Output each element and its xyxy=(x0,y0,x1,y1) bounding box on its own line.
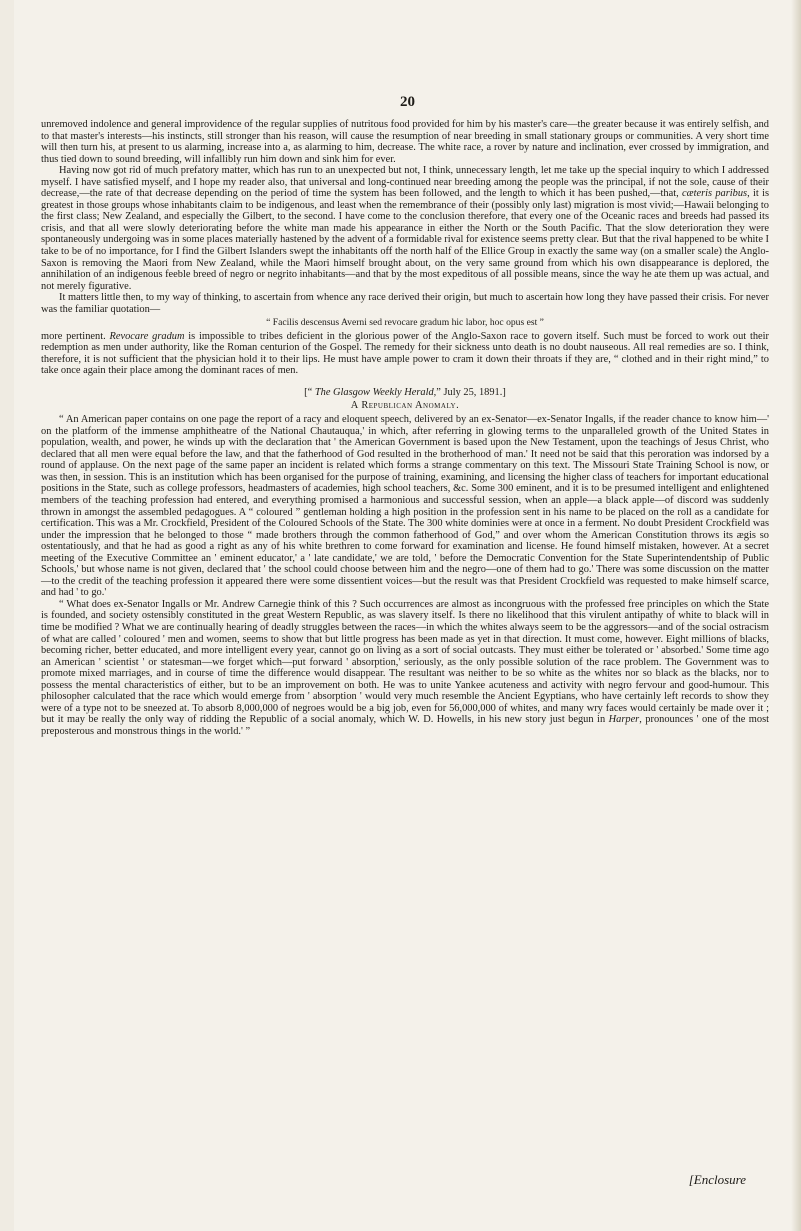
paragraph-3: It matters little then, to my way of thinking, to ascertain from whence any race derived their origin, but much to ascertain how long they have passed their crisis. For never was the familiar quotation— xyxy=(41,292,769,315)
paragraph-4-text-a: more pertinent. xyxy=(41,330,110,342)
paragraph-2-text-b: , it is greatest in those groups whose inhabitants claim to be indigenous, and least when the remembrance of their (possibly only last) migration is most vivid;—Hawaii belonging to the first class; New Zealand, and especially the Gilbert, to the second. I have come to the conclusion therefore, that every one of the Oceanic races and breeds had passed its crisis, and that all were slowly deteriorating before the white man made his appearance in either the North or the South Pacific. That the slow deterioration they were spontaneously undergoing was in some places materially hastened by the advent of a formidable rival for existence seems pretty clear. But that the rival happened to be white I take to be of no importance, for I find the Gilbert Islanders swept the inhabitants off the north half of the Ellice Group in exactly the same way (on a smaller scale) the Anglo-Saxon is removing the Maori from New Zealand, while the Maori himself brought about, on the very same ground from which his own disappearance is deplored, the annihilation of an indigenous feeble breed of negro or negrito inhabitants—and that by the most expeditous of all possible means, since the way he ate them up was actual, and not merely figurative. xyxy=(41,188,770,292)
article-source xyxy=(41,387,769,399)
paragraph-2 xyxy=(41,165,769,292)
paragraph-1: unremoved indolence and general improvidence of the regular supplies of nutritous food provided for him by his master's care—the greater because it was entirely selfish, and to that master's interests—his instincts, still stronger than his reason, will cause the resumption of near breeding in small stationary groups or communities. A very short time will then turn his, at present to us alarming, increase into a, as alarming to him, decrease. The white race, a rover by nature and inclination, ever crossed by immigration, and thus tied down to sound breeding, will infallibly run him down and sink him for ever. xyxy=(41,119,769,165)
paragraph-2-italic: cæteris paribus xyxy=(682,188,748,200)
source-open: [“ xyxy=(304,387,315,399)
paragraph-4-text-b: is impossible to tribes deficient in the glorious power of the Anglo-Saxon race to govern itself. Such must be forced to work out their redemption as men under authority, like the Roman centurion of the Gospel. The remedy for their sickness unto death is no doubt nauseous. All real remedies are so. I think, therefore, it is not sufficient that the physician hold it to their lips. He must have ample power to cram it down their throats if they are, “ clothed and in their right mind,” to take once again their place among the dominant races of men. xyxy=(41,330,769,377)
document-page xyxy=(14,0,801,1231)
article-heading: A Republican Anomaly. xyxy=(350,399,460,411)
paragraph-4 xyxy=(41,331,769,377)
page-number: 20 xyxy=(400,94,415,110)
paragraph-6-italic: Harper xyxy=(608,714,640,726)
paragraph-4-italic: Revocare gradum xyxy=(109,330,185,342)
page-body xyxy=(41,119,769,737)
paragraph-6 xyxy=(41,599,769,738)
source-italic: The Glasgow Weekly Herald, xyxy=(314,387,437,399)
page-edge-shadow xyxy=(791,0,801,1231)
paragraph-5: “ An American paper contains on one page the report of a racy and eloquent speech, delivered by an ex-Senator—ex-Senator Ingalls, if the reader chance to know him—' on the platform of the immense amphitheatre of the National Chautauqua,' in which, after referring in glowing terms to the unparalleled growth of the United States in population, wealth, and power, he winds up with the declaration that ' the American Government is based upon the New Testament, upon the teachings of Jesus Christ, who declared that all men were equal before the law, and that the fatherhood of God resulted in the brotherhood of man.' It need not be said that this peroration was indorsed by a round of applause. On the next page of the same paper an incident is related which forms a strange commentary on this text. The Missouri State Training School is now, or was then, in session. This is an institution which has been organised for the purpose of training, examining, and licensing the higher class of teachers for important educational positions in the State, such as college professors, headmasters of academies, high school teachers, &c. Some 300 eminent, and it is to be presumed intelligent and enlightened members of the teaching profession had entered, and everything promised a harmonious and successful session, when an apple—a black apple—of discord was suddenly thrown in amongst the assembled pedagogues. A “ coloured ” gentleman holding a high position in the profession sent in his name to be placed on the roll as a candidate for certification. This was a Mr. Crockfield, President of the Coloured Schools of the State. The 300 white dominies were at once in a ferment. No doubt President Crockfield was under the impression that he belonged to those “ made brothers through the common fatherhood of God,” and over whom the American Constitution throws its ægis so ostentatiously, and that he had as good a right as any of his white brethren to come forward for examination and license. He found himself mistaken, however. At a secret meeting of the Executive Committee an ' eminent educator,' a ' late candidate,' we are told, ' before the Democratic Convention for the State Superintendentship of Public Schools,' but whose name is not given, declared that ' the school could choose between him and the negro—one of them had to go.' There was some discussion on the matter—to the credit of the teaching profession it appeared there were some dissentient voices—but the result was that President Crockfield was requested to make himself scarce, and had ' to go.' xyxy=(41,414,769,599)
latin-quotation: “ Facilis descensus Averni sed revocare gradum hic labor, hoc opus est ” xyxy=(266,317,544,329)
paragraph-6-text-a: “ What does ex-Senator Ingalls or Mr. Andrew Carnegie think of this ? Such occurrences are almost as incongruous with the professed free principles on which the State is founded, and society ostensibly constituted in the great Western Republic, as was slavery itself. Is there no likelihood that this virulent antipathy of white to black will in time be modified ? What we are continually hearing of deadly struggles between the races—in which the whites always seem to be the aggressors—and of the social ostracism of what are called ' coloured ' men and women, seems to show that but little progress has been made as yet in that direction. It must come, however. Eight millions of blacks, becoming richer, better educated, and more intelligent every year, cannot go on living as a sort of social outcasts. They must either be tolerated or ' absorbed.' Some time ago an American ' scientist ' or statesman—we forget which—put forward ' absorption,' seriously, as the only possible solution of the race problem. The Government was to promote mixed marriages, and in course of time the difference would disappear. The resultant was neither to be so white as the whites nor so black as the blacks, nor to possess the mental characteristics of either, but to be an improvement on both. He was to unite Yankee acuteness and activity with negro fervour and good-humour. This philosopher calculated that the race which would emerge from ' absorption ' would very much resemble the Ancient Egyptians, who have certainly left records to show they were of a type not to be sneezed at. To absorb 8,000,000 of negroes would be a big job, even for 56,000,000 of whites, and many wry faces would certainly be made over it ; but it may be really the only way of ridding the Republic of a social anomaly, which W. D. Howells, in his new story just begun in xyxy=(41,598,769,726)
paragraph-2-text-a: Having now got rid of much prefatory matter, which has run to an unexpected but not, I think, unnecessary length, let me take up the special inquiry to which I addressed myself. I have satisfied myself, and I hope my reader also, that universal and long-continued near breeding among the people was the principal, if not the sole, cause of their decrease,—the rate of that decrease depending on the period of time the system has been followed, and the length to which it has been pushed,—that, xyxy=(41,165,769,200)
enclosure-catchword: [Enclosure xyxy=(688,1172,746,1187)
source-close: ” July 25, 1891.] xyxy=(436,387,506,399)
paragraph-6-text-b: , pronounces ' one of the most preposterous and monstrous things in the world.' ” xyxy=(41,714,770,737)
